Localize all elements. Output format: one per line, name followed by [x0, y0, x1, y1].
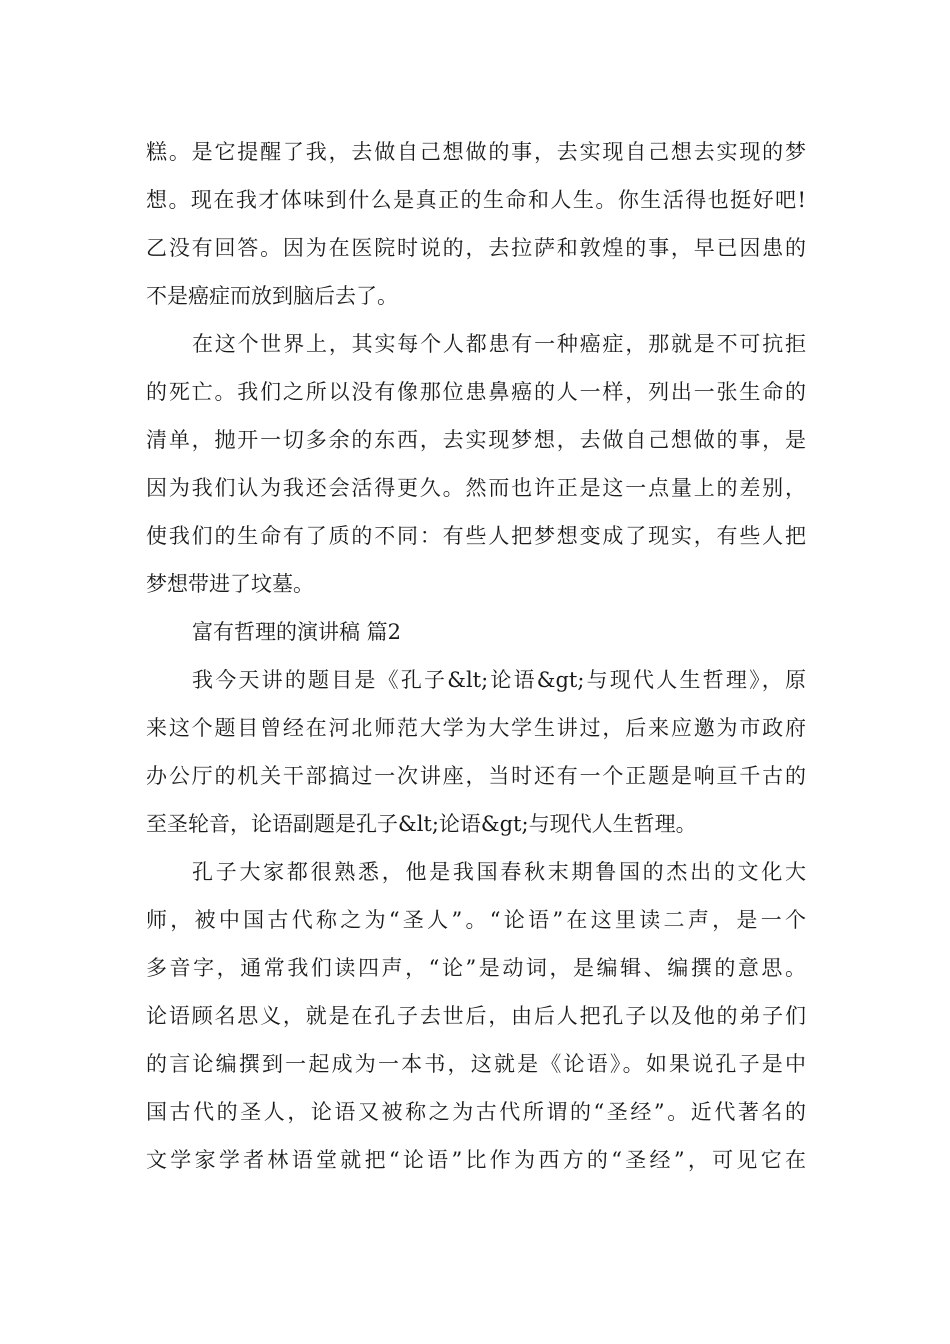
text-line: 乙没有回答。因为在医院时说的，去拉萨和敦煌的事，早已因患的	[146, 236, 806, 260]
text-line: 的言论编撰到一起成为一本书，这就是《论语》。如果说孔子是中	[146, 1052, 806, 1076]
text-line: 糕。是它提醒了我，去做自己想做的事，去实现自己想去实现的梦	[146, 140, 806, 164]
text-line: 国古代的圣人，论语又被称之为古代所谓的“圣经”。近代著名的	[146, 1100, 806, 1124]
text-line: 想。现在我才体味到什么是真正的生命和人生。你生活得也挺好吧!	[146, 188, 806, 212]
text-line: 孔子大家都很熟悉，他是我国春秋末期鲁国的杰出的文化大	[192, 860, 806, 884]
text-line: 清单，抛开一切多余的东西，去实现梦想，去做自己想做的事，是	[146, 428, 806, 452]
text-line: 办公厅的机关干部搞过一次讲座，当时还有一个正题是响亘千古的	[146, 764, 806, 788]
text-line: 多音字，通常我们读四声，“论”是动词，是编辑、编撰的意思。	[146, 956, 806, 980]
text-line: 来这个题目曾经在河北师范大学为大学生讲过，后来应邀为市政府	[146, 716, 806, 740]
text-line: 论语顾名思义，就是在孔子去世后，由后人把孔子以及他的弟子们	[146, 1004, 806, 1028]
text-line: 梦想带进了坟墓。	[146, 572, 314, 596]
text-line: 不是癌症而放到脑后去了。	[146, 284, 398, 308]
text-line: 因为我们认为我还会活得更久。然而也许正是这一点量上的差别，	[146, 476, 806, 500]
text-line: 至圣轮音，论语副题是孔子&lt;论语&gt;与现代人生哲理。	[146, 812, 697, 836]
text-line: 我今天讲的题目是《孔子&lt;论语&gt;与现代人生哲理》，原	[192, 668, 806, 692]
text-line: 文学家学者林语堂就把“论语”比作为西方的“圣经”，可见它在	[146, 1148, 806, 1172]
text-line: 使我们的生命有了质的不同：有些人把梦想变成了现实，有些人把	[146, 524, 806, 548]
text-line: 师，被中国古代称之为“圣人”。“论语”在这里读二声，是一个	[146, 908, 806, 932]
text-line: 的死亡。我们之所以没有像那位患鼻癌的人一样，列出一张生命的	[146, 380, 806, 404]
text-line: 在这个世界上，其实每个人都患有一种癌症，那就是不可抗拒	[192, 332, 806, 356]
section-heading: 富有哲理的演讲稿 篇2	[192, 620, 402, 644]
body-text	[146, 128, 806, 1184]
